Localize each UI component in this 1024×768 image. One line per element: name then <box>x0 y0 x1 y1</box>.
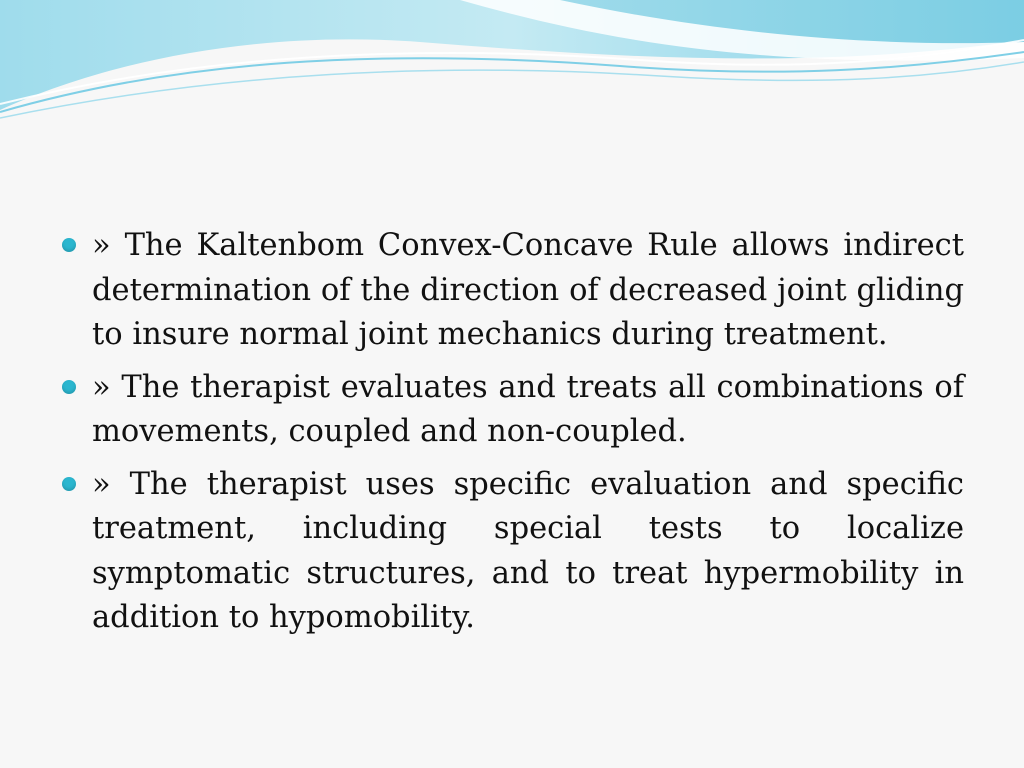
bullet-dot-icon <box>62 477 76 491</box>
bullet-dot-icon <box>62 238 76 252</box>
bullet-text: » The Kaltenbom Convex-Concave Rule allows indirect determination of the direction of decreased joint gliding to insure normal joint mechanics during treatment. <box>92 228 964 352</box>
bullet-list <box>62 224 964 641</box>
bullet-item-3 <box>62 463 964 641</box>
content-area <box>62 224 964 649</box>
bullet-dot-icon <box>62 380 76 394</box>
header-wave-decoration <box>0 0 1024 130</box>
bullet-item-2 <box>62 366 964 455</box>
bullet-text: » The therapist evaluates and treats all combinations of movements, coupled and non-coupled. <box>92 369 964 449</box>
bullet-item-1 <box>62 224 964 358</box>
bullet-text: » The therapist uses specific evaluation and specific treatment, including special tests to localize symptomatic structures, and to treat hypermobility in addition to hypomobility. <box>92 466 964 635</box>
